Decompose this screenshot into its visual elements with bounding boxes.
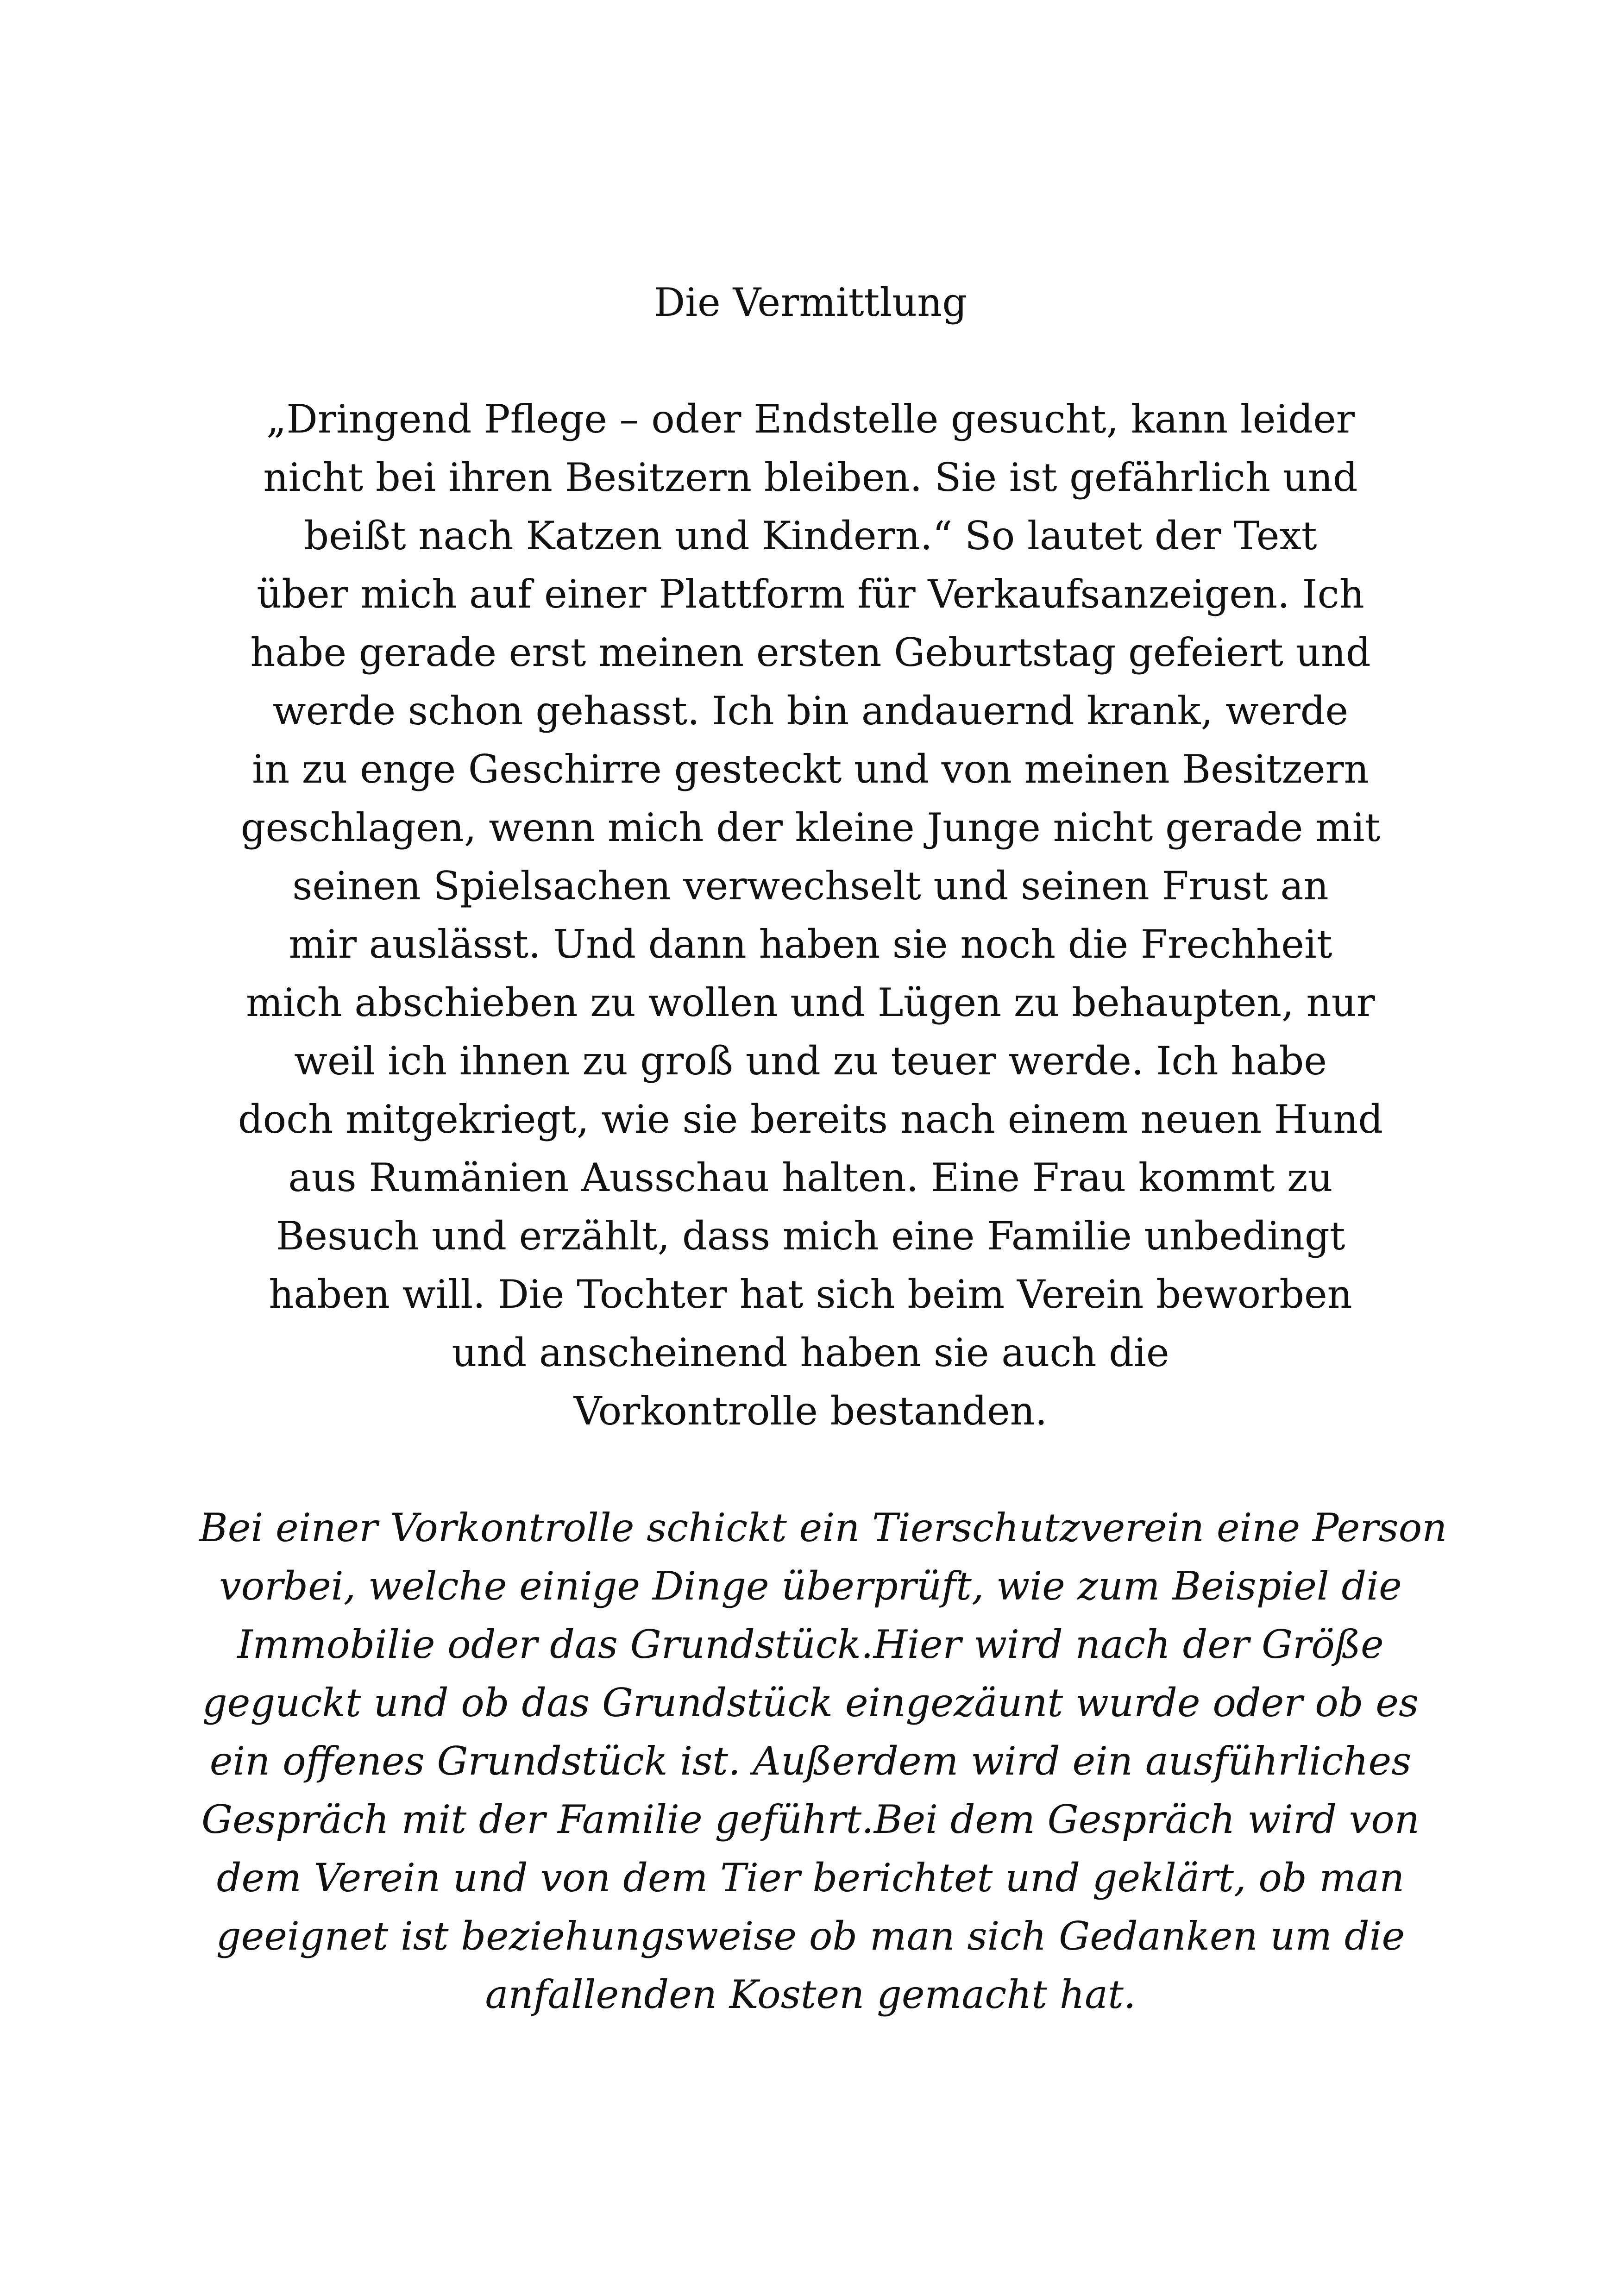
italic-line: vorbei, welche einige Dinge überprüft, wie zum Beispiel die <box>219 1563 1402 1609</box>
main-line: „Dringend Pflege – oder Endstelle gesucht, kann leider <box>266 396 1355 442</box>
main-line: geschlagen, wenn mich der kleine Junge nicht gerade mit <box>240 805 1381 850</box>
main-line: und anscheinend haben sie auch die <box>452 1330 1169 1375</box>
main-line: doch mitgekriegt, wie sie bereits nach einem neuen Hund <box>238 1097 1383 1142</box>
main-line: habe gerade erst meinen ersten Geburtstag gefeiert und <box>250 630 1371 675</box>
main-line: in zu enge Geschirre gesteckt und von meinen Besitzern <box>252 747 1369 792</box>
page-title: Die Vermittlung <box>653 280 968 325</box>
italic-line: Gespräch mit der Familie geführt.Bei dem Gespräch wird von <box>201 1797 1420 1842</box>
italic-line: anfallenden Kosten gemacht hat. <box>485 1972 1136 2017</box>
main-line: werde schon gehasst. Ich bin andauernd krank, werde <box>272 688 1349 734</box>
main-line: beißt nach Katzen und Kindern.“ So lautet der Text <box>304 513 1317 558</box>
main-paragraph <box>199 390 1422 1440</box>
main-line: mich abschieben zu wollen und Lügen zu behaupten, nur <box>246 980 1375 1025</box>
italic-line: dem Verein und von dem Tier berichtet und geklärt, ob man <box>216 1855 1405 1901</box>
main-line: aus Rumänien Ausschau halten. Eine Frau kommt zu <box>288 1155 1333 1200</box>
document-body <box>199 273 1447 2024</box>
main-line: Vorkontrolle bestanden. <box>573 1388 1048 1434</box>
italic-line: geguckt und ob das Grundstück eingezäunt wurde oder ob es <box>202 1680 1419 1725</box>
italic-line: ein offenes Grundstück ist. Außerdem wird ein ausführliches <box>209 1738 1412 1784</box>
main-line: nicht bei ihren Besitzern bleiben. Sie ist gefährlich und <box>263 455 1358 500</box>
italic-explanation-paragraph <box>199 1499 1447 2024</box>
main-line: haben will. Die Tochter hat sich beim Verein beworben <box>269 1272 1352 1317</box>
main-line: Besuch und erzählt, dass mich eine Familie unbedingt <box>276 1213 1345 1259</box>
italic-line: geeignet ist beziehungsweise ob man sich Gedanken um die <box>216 1913 1405 1959</box>
main-line: mir auslässt. Und dann haben sie noch die Frechheit <box>289 922 1332 967</box>
main-line: weil ich ihnen zu groß und zu teuer werde. Ich habe <box>294 1038 1327 1084</box>
main-line: über mich auf einer Plattform für Verkaufsanzeigen. Ich <box>257 571 1364 617</box>
italic-line: Bei einer Vorkontrolle schickt ein Tierschutzverein eine Person <box>199 1505 1447 1550</box>
main-line: seinen Spielsachen verwechselt und seinen Frust an <box>292 863 1329 909</box>
italic-line: Immobilie oder das Grundstück.Hier wird nach der Größe <box>237 1622 1384 1667</box>
